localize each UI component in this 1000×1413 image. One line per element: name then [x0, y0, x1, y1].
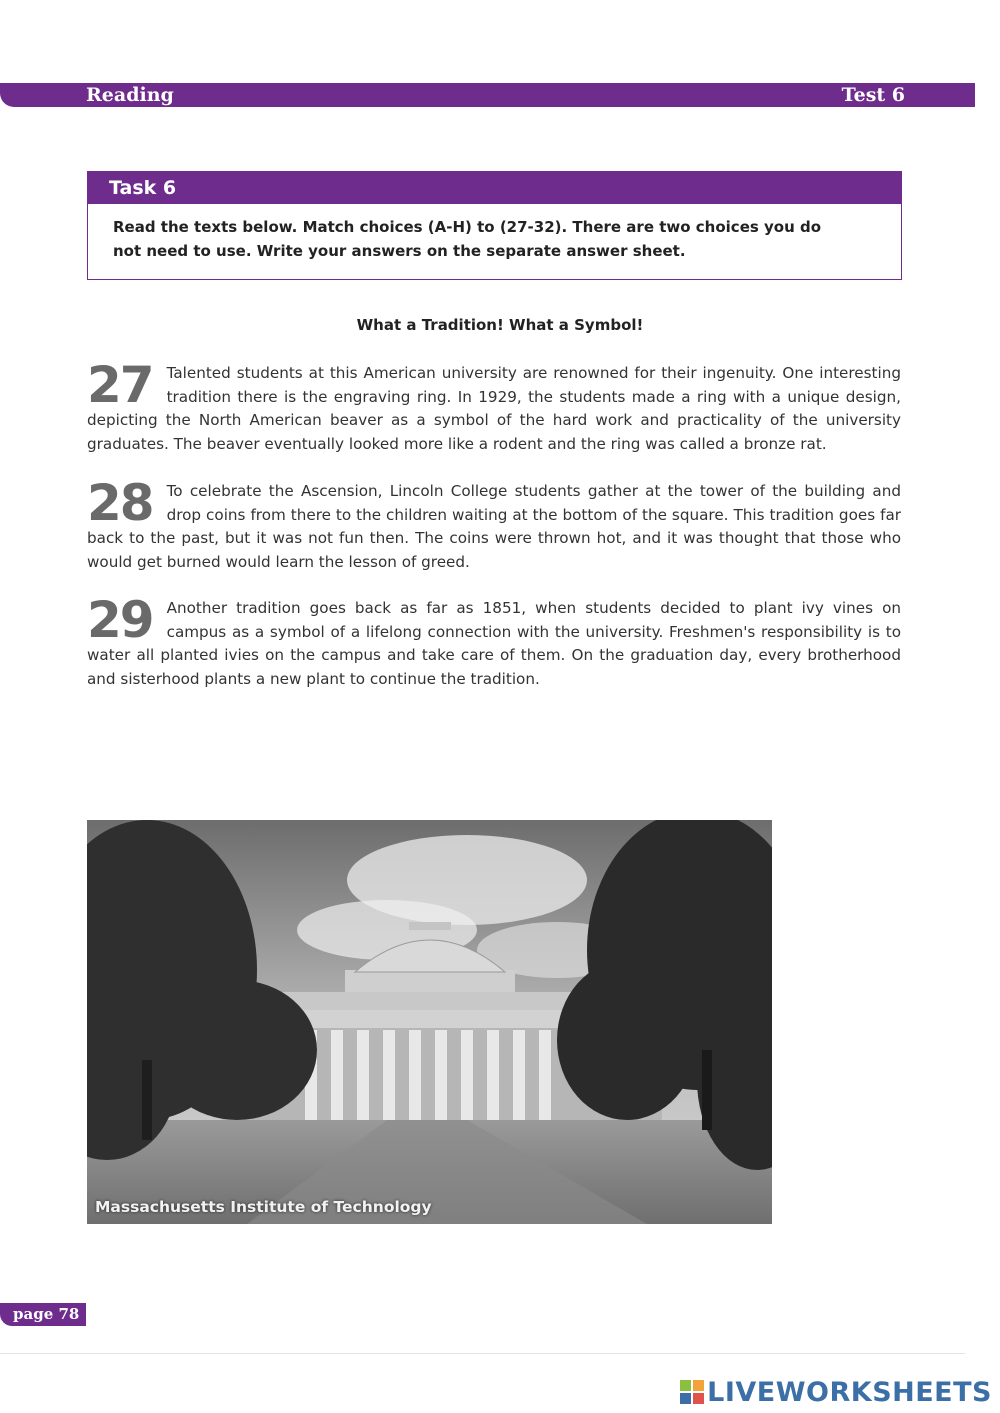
photo-caption: Massachusetts Institute of Technology: [95, 1198, 432, 1216]
task-instructions: Read the texts below. Match choices (A-H) to (27-32). There are two choices you do not need to use. Write your answers on the separate answer sheet.: [113, 218, 822, 260]
page-number: page 78: [0, 1303, 86, 1326]
paragraph-text: Talented students at this American university are renowned for their ingenuity. One interesting tradition there is the engraving ring. In 1929, the students made a ring with a unique design, depicting the North American beaver as a symbol of the hard work and practicality of the university graduates. The beaver eventually looked more like a rodent and the ring was called a bronze rat.: [87, 364, 901, 453]
section-label: Reading: [86, 84, 174, 106]
test-label: Test 6: [841, 84, 905, 106]
mit-dome-illustration: [87, 820, 772, 1224]
paragraph-29: [87, 591, 901, 691]
article-title: What a Tradition! What a Symbol!: [356, 316, 644, 334]
paragraph-text: Another tradition goes back as far as 1851, when students decided to plant ivy vines on campus as a symbol of a lifelong connection with the university. Freshmen's responsibility is to water all planted ivies on the campus and take care of them. On the graduation day, every brotherhood and sisterhood plants a new plant to continue the tradition.: [87, 599, 901, 688]
paragraph-28: [87, 474, 901, 574]
brand-text: LIVEWORKSHEETS: [707, 1376, 992, 1408]
task-title: Task 6: [88, 172, 901, 204]
liveworksheets-brand[interactable]: [680, 1377, 992, 1407]
task-box: [87, 171, 902, 280]
bottom-divider: [0, 1353, 965, 1354]
header-bar: [0, 83, 975, 107]
paragraph-number: 27: [87, 356, 153, 414]
campus-photo: [87, 820, 772, 1224]
paragraph-number: 28: [87, 474, 153, 532]
paragraph-number: 29: [87, 591, 153, 649]
liveworksheets-logo-icon: [680, 1380, 704, 1404]
paragraph-27: [87, 356, 901, 456]
paragraph-text: To celebrate the Ascension, Lincoln College students gather at the tower of the building and drop coins from there to the children waiting at the bottom of the square. This tradition goes far back to the past, but it was not fun then. The coins were thrown hot, and it was thought that those who would get burned would learn the lesson of greed.: [87, 482, 901, 571]
